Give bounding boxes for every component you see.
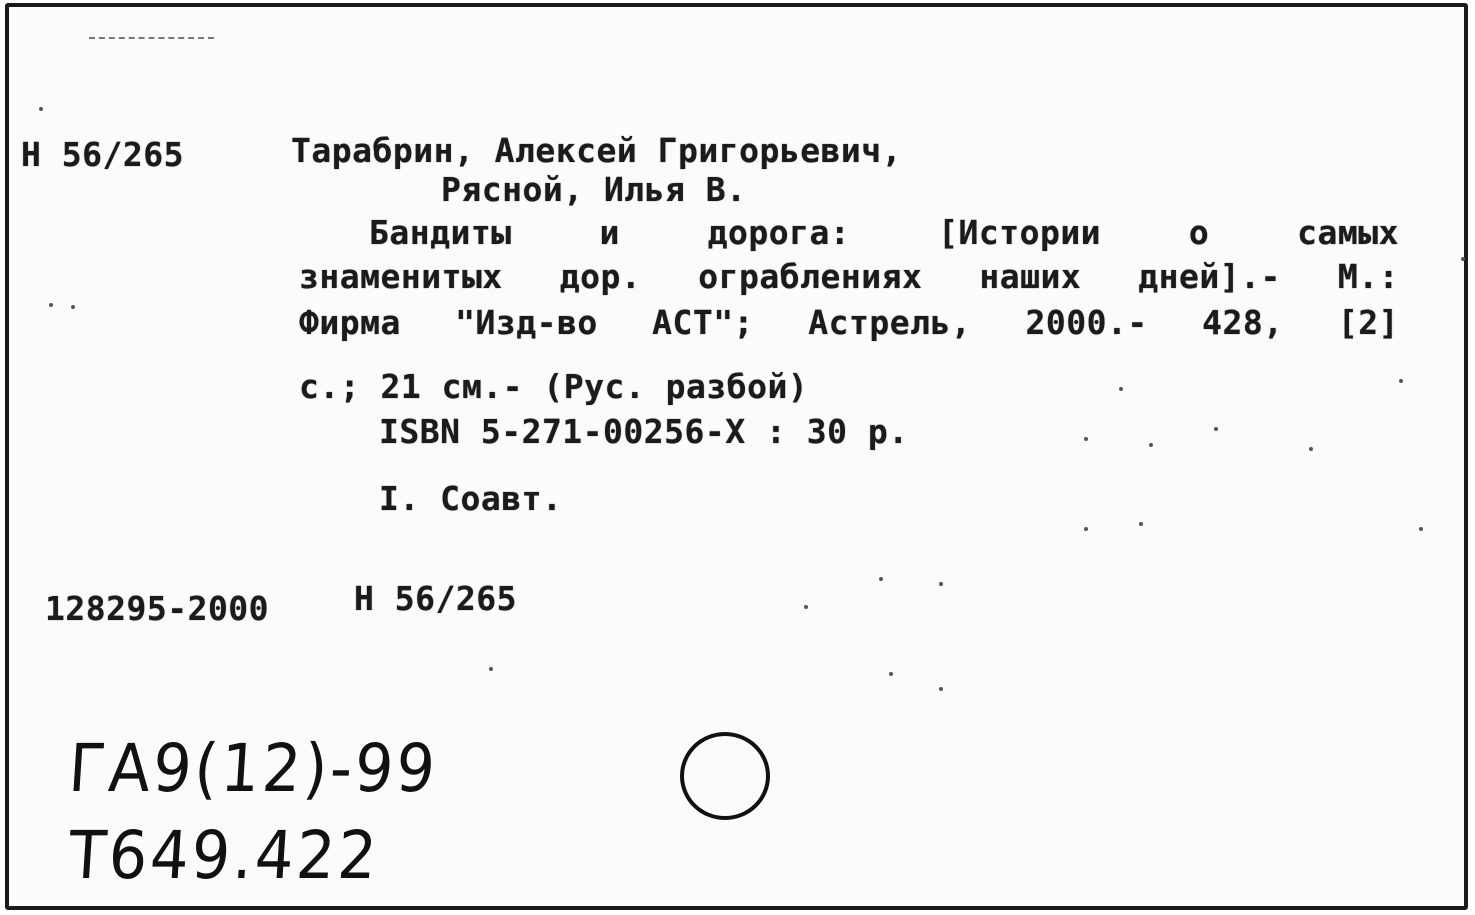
- speck: [71, 305, 75, 309]
- author-heading: Тарабрин, Алексей Григорьевич,: [291, 131, 903, 170]
- speck: [1461, 257, 1465, 261]
- speck: [1399, 379, 1403, 383]
- title-line-2: знаменитых дор. ограблениях наших дней].- М.:: [299, 257, 1399, 296]
- speck: [39, 107, 43, 111]
- speck: [1084, 527, 1088, 531]
- speck: [1214, 427, 1218, 431]
- speck: [879, 577, 883, 581]
- speck: [889, 672, 893, 676]
- shelf-mark: Н 56/265: [21, 135, 184, 174]
- isbn-line: ISBN 5-271-00256-X : 30 р.: [379, 412, 909, 451]
- speck: [1309, 447, 1313, 451]
- handwritten-classification-2: Т649.422: [66, 817, 382, 894]
- speck: [939, 687, 943, 691]
- catalog-card: [5, 3, 1468, 910]
- tracing-line: I. Соавт.: [379, 479, 563, 518]
- speck: [939, 582, 943, 586]
- speck: [1084, 437, 1088, 441]
- top-dash-mark: [89, 37, 214, 39]
- title-line-4: с.; 21 см.- (Рус. разбой): [299, 367, 809, 406]
- coauthor: Рясной, Илья В.: [441, 170, 747, 209]
- title-line-3: Фирма "Изд-во АСТ"; Астрель, 2000.- 428, [2]: [299, 303, 1399, 342]
- punch-hole: [680, 732, 770, 820]
- speck: [1139, 522, 1143, 526]
- title-line-1: Бандиты и дорога: [Истории о самых: [369, 213, 1399, 252]
- handwritten-classification-1: ГА9(12)-99: [66, 730, 441, 807]
- speck: [804, 605, 808, 609]
- footer-number: 128295-2000: [45, 589, 270, 628]
- speck: [1119, 387, 1123, 391]
- speck: [489, 667, 493, 671]
- speck: [1149, 443, 1153, 447]
- speck: [1419, 527, 1423, 531]
- speck: [49, 303, 53, 307]
- footer-shelf-mark: Н 56/265: [354, 579, 517, 618]
